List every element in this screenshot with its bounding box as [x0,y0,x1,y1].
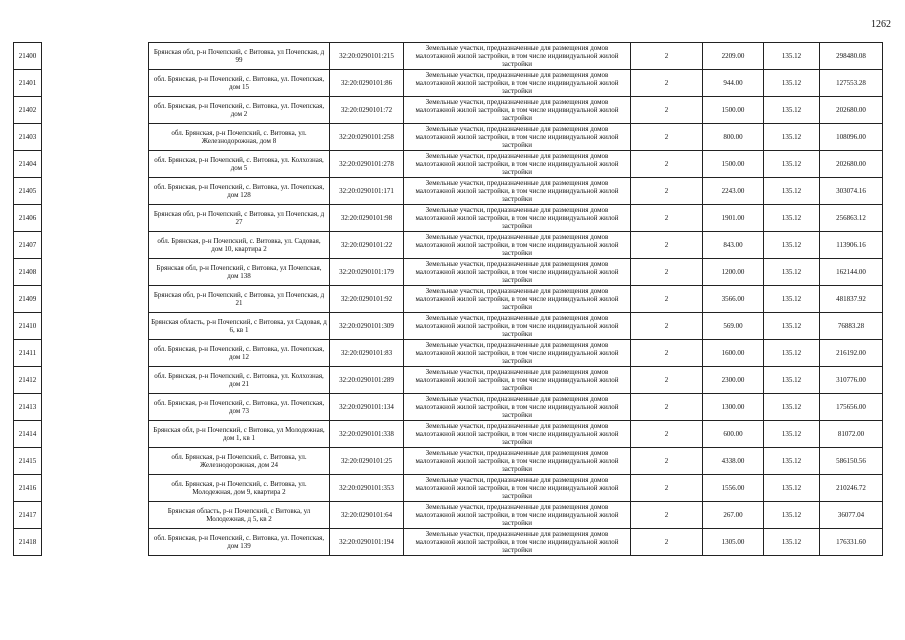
land-use-purpose-cell: Земельные участки, предназначенные для размещения домов малоэтажной жилой застройки, в том числе индивидуальной жилой застройки [404,313,631,340]
specific-value-cell: 135.12 [764,367,820,394]
address-cell: обл. Брянская, р-н Почепский, с. Витовка, ул. Почепская, дом 12 [149,340,330,367]
table-row [14,340,883,367]
blank-cell [42,259,149,286]
row-number-cell: 21400 [14,43,42,70]
table-row [14,313,883,340]
land-use-purpose-cell: Земельные участки, предназначенные для размещения домов малоэтажной жилой застройки, в том числе индивидуальной жилой застройки [404,394,631,421]
address-cell: Брянская область, р-н Почепский, с Витовка, ул Садовая, д 6, кв 1 [149,313,330,340]
specific-value-cell: 135.12 [764,43,820,70]
blank-cell [42,97,149,124]
specific-value-cell: 135.12 [764,124,820,151]
row-number-cell: 21410 [14,313,42,340]
land-use-purpose-cell: Земельные участки, предназначенные для размещения домов малоэтажной жилой застройки, в том числе индивидуальной жилой застройки [404,70,631,97]
cadastral-value-cell: 202680.00 [820,97,883,124]
area-cell: 2243.00 [703,178,764,205]
cadastral-value-table [13,42,883,556]
address-cell: обл. Брянская, р-н Почепский, с. Витовка, ул. Садовая, дом 10, квартира 2 [149,232,330,259]
cadastral-number-cell: 32:20:0290101:309 [330,313,404,340]
blank-cell [42,394,149,421]
address-cell: Брянская область, р-н Почепский, с Витовка, ул Молодежная, д 5, кв 2 [149,502,330,529]
land-use-purpose-cell: Земельные участки, предназначенные для размещения домов малоэтажной жилой застройки, в том числе индивидуальной жилой застройки [404,259,631,286]
row-number-cell: 21412 [14,367,42,394]
cadastral-value-cell: 176331.60 [820,529,883,556]
row-number-cell: 21413 [14,394,42,421]
table-row [14,232,883,259]
area-cell: 944.00 [703,70,764,97]
row-number-cell: 21404 [14,151,42,178]
blank-cell [42,448,149,475]
area-cell: 600.00 [703,421,764,448]
row-number-cell: 21418 [14,529,42,556]
specific-value-cell: 135.12 [764,70,820,97]
land-use-purpose-cell: Земельные участки, предназначенные для размещения домов малоэтажной жилой застройки, в том числе индивидуальной жилой застройки [404,232,631,259]
cadastral-number-cell: 32:20:0290101:72 [330,97,404,124]
land-use-purpose-cell: Земельные участки, предназначенные для размещения домов малоэтажной жилой застройки, в том числе индивидуальной жилой застройки [404,43,631,70]
specific-value-cell: 135.12 [764,259,820,286]
blank-cell [42,367,149,394]
table-row [14,367,883,394]
land-use-purpose-cell: Земельные участки, предназначенные для размещения домов малоэтажной жилой застройки, в том числе индивидуальной жилой застройки [404,205,631,232]
cadastral-value-cell: 175656.00 [820,394,883,421]
table-body [14,43,883,556]
area-cell: 1305.00 [703,529,764,556]
specific-value-cell: 135.12 [764,529,820,556]
group-number-cell: 2 [631,178,703,205]
cadastral-number-cell: 32:20:0290101:353 [330,475,404,502]
address-cell: обл. Брянская, р-н Почепский, с. Витовка, ул. Железнодорожная, дом 24 [149,448,330,475]
address-cell: обл. Брянская, р-н Почепский, с. Витовка, ул. Колхозная, дом 5 [149,151,330,178]
group-number-cell: 2 [631,448,703,475]
area-cell: 800.00 [703,124,764,151]
land-use-purpose-cell: Земельные участки, предназначенные для размещения домов малоэтажной жилой застройки, в том числе индивидуальной жилой застройки [404,448,631,475]
blank-cell [42,70,149,97]
table-row [14,286,883,313]
area-cell: 1200.00 [703,259,764,286]
cadastral-value-cell: 202680.00 [820,151,883,178]
table-row [14,448,883,475]
land-use-purpose-cell: Земельные участки, предназначенные для размещения домов малоэтажной жилой застройки, в том числе индивидуальной жилой застройки [404,151,631,178]
cadastral-number-cell: 32:20:0290101:92 [330,286,404,313]
group-number-cell: 2 [631,70,703,97]
cadastral-number-cell: 32:20:0290101:171 [330,178,404,205]
area-cell: 1300.00 [703,394,764,421]
table-row [14,394,883,421]
address-cell: обл. Брянская, р-н Почепский, с. Витовка, ул. Молодежная, дом 9, квартира 2 [149,475,330,502]
table-row [14,421,883,448]
row-number-cell: 21403 [14,124,42,151]
group-number-cell: 2 [631,475,703,502]
blank-cell [42,502,149,529]
specific-value-cell: 135.12 [764,340,820,367]
group-number-cell: 2 [631,502,703,529]
cadastral-value-cell: 481837.92 [820,286,883,313]
address-cell: обл. Брянская, р-н Почепский, с. Витовка, ул. Почепская, дом 128 [149,178,330,205]
specific-value-cell: 135.12 [764,232,820,259]
table-row [14,178,883,205]
row-number-cell: 21408 [14,259,42,286]
row-number-cell: 21415 [14,448,42,475]
cadastral-value-cell: 113906.16 [820,232,883,259]
land-use-purpose-cell: Земельные участки, предназначенные для размещения домов малоэтажной жилой застройки, в том числе индивидуальной жилой застройки [404,178,631,205]
blank-cell [42,178,149,205]
row-number-cell: 21409 [14,286,42,313]
area-cell: 1500.00 [703,151,764,178]
table-row [14,529,883,556]
blank-cell [42,232,149,259]
cadastral-value-cell: 36077.04 [820,502,883,529]
table-row [14,124,883,151]
group-number-cell: 2 [631,286,703,313]
cadastral-number-cell: 32:20:0290101:98 [330,205,404,232]
group-number-cell: 2 [631,205,703,232]
blank-cell [42,340,149,367]
cadastral-value-cell: 586150.56 [820,448,883,475]
group-number-cell: 2 [631,151,703,178]
specific-value-cell: 135.12 [764,313,820,340]
cadastral-value-cell: 76883.28 [820,313,883,340]
table-row [14,151,883,178]
address-cell: Брянская обл, р-н Почепский, с Витовка, ул Почепская, д 21 [149,286,330,313]
group-number-cell: 2 [631,259,703,286]
specific-value-cell: 135.12 [764,97,820,124]
cadastral-value-cell: 216192.00 [820,340,883,367]
cadastral-number-cell: 32:20:0290101:22 [330,232,404,259]
area-cell: 843.00 [703,232,764,259]
area-cell: 3566.00 [703,286,764,313]
row-number-cell: 21411 [14,340,42,367]
cadastral-value-cell: 256863.12 [820,205,883,232]
group-number-cell: 2 [631,97,703,124]
land-use-purpose-cell: Земельные участки, предназначенные для размещения домов малоэтажной жилой застройки, в том числе индивидуальной жилой застройки [404,124,631,151]
cadastral-number-cell: 32:20:0290101:25 [330,448,404,475]
group-number-cell: 2 [631,232,703,259]
address-cell: Брянская обл, р-н Почепский, с Витовка, ул Почепская, д 99 [149,43,330,70]
land-use-purpose-cell: Земельные участки, предназначенные для размещения домов малоэтажной жилой застройки, в том числе индивидуальной жилой застройки [404,340,631,367]
page-number: 1262 [871,19,891,30]
group-number-cell: 2 [631,340,703,367]
blank-cell [42,475,149,502]
table-row [14,70,883,97]
cadastral-number-cell: 32:20:0290101:83 [330,340,404,367]
land-use-purpose-cell: Земельные участки, предназначенные для размещения домов малоэтажной жилой застройки, в том числе индивидуальной жилой застройки [404,97,631,124]
cadastral-number-cell: 32:20:0290101:278 [330,151,404,178]
address-cell: обл. Брянская, р-н Почепский, с. Витовка, ул. Почепская, дом 15 [149,70,330,97]
address-cell: обл. Брянская, р-н Почепский, с. Витовка, ул. Железнодорожная, дом 8 [149,124,330,151]
address-cell: Брянская обл, р-н Почепский, с Витовка, ул Молодежная, дом 1, кв 1 [149,421,330,448]
cadastral-value-cell: 310776.00 [820,367,883,394]
blank-cell [42,43,149,70]
row-number-cell: 21402 [14,97,42,124]
table-row [14,97,883,124]
cadastral-value-cell: 127553.28 [820,70,883,97]
area-cell: 1901.00 [703,205,764,232]
specific-value-cell: 135.12 [764,205,820,232]
table-row [14,43,883,70]
specific-value-cell: 135.12 [764,502,820,529]
area-cell: 4338.00 [703,448,764,475]
row-number-cell: 21414 [14,421,42,448]
address-cell: Брянская обл, р-н Почепский, с Витовка, ул Почепская, д 27 [149,205,330,232]
area-cell: 1500.00 [703,97,764,124]
cadastral-value-cell: 108096.00 [820,124,883,151]
cadastral-value-cell: 303074.16 [820,178,883,205]
table-row [14,259,883,286]
specific-value-cell: 135.12 [764,151,820,178]
land-use-purpose-cell: Земельные участки, предназначенные для размещения домов малоэтажной жилой застройки, в том числе индивидуальной жилой застройки [404,286,631,313]
land-use-purpose-cell: Земельные участки, предназначенные для размещения домов малоэтажной жилой застройки, в том числе индивидуальной жилой застройки [404,502,631,529]
area-cell: 267.00 [703,502,764,529]
cadastral-number-cell: 32:20:0290101:338 [330,421,404,448]
row-number-cell: 21417 [14,502,42,529]
group-number-cell: 2 [631,367,703,394]
address-cell: обл. Брянская, р-н Почепский, с. Витовка, ул. Почепская, дом 73 [149,394,330,421]
row-number-cell: 21401 [14,70,42,97]
area-cell: 569.00 [703,313,764,340]
land-use-purpose-cell: Земельные участки, предназначенные для размещения домов малоэтажной жилой застройки, в том числе индивидуальной жилой застройки [404,421,631,448]
area-cell: 1556.00 [703,475,764,502]
blank-cell [42,151,149,178]
specific-value-cell: 135.12 [764,178,820,205]
address-cell: обл. Брянская, р-н Почепский, с. Витовка, ул. Колхозная, дом 21 [149,367,330,394]
cadastral-number-cell: 32:20:0290101:289 [330,367,404,394]
land-use-purpose-cell: Земельные участки, предназначенные для размещения домов малоэтажной жилой застройки, в том числе индивидуальной жилой застройки [404,367,631,394]
specific-value-cell: 135.12 [764,475,820,502]
blank-cell [42,286,149,313]
group-number-cell: 2 [631,313,703,340]
cadastral-number-cell: 32:20:0290101:258 [330,124,404,151]
blank-cell [42,124,149,151]
land-use-purpose-cell: Земельные участки, предназначенные для размещения домов малоэтажной жилой застройки, в том числе индивидуальной жилой застройки [404,475,631,502]
address-cell: обл. Брянская, р-н Почепский, с. Витовка, ул. Почепская, дом 139 [149,529,330,556]
row-number-cell: 21407 [14,232,42,259]
cadastral-number-cell: 32:20:0290101:64 [330,502,404,529]
land-use-purpose-cell: Земельные участки, предназначенные для размещения домов малоэтажной жилой застройки, в том числе индивидуальной жилой застройки [404,529,631,556]
address-cell: обл. Брянская, р-н Почепский, с. Витовка, ул. Почепская, дом 2 [149,97,330,124]
area-cell: 2300.00 [703,367,764,394]
blank-cell [42,421,149,448]
cadastral-number-cell: 32:20:0290101:194 [330,529,404,556]
address-cell: Брянская обл, р-н Почепский, с Витовка, ул Почепская, дом 138 [149,259,330,286]
cadastral-value-cell: 298480.08 [820,43,883,70]
row-number-cell: 21416 [14,475,42,502]
blank-cell [42,313,149,340]
group-number-cell: 2 [631,394,703,421]
area-cell: 1600.00 [703,340,764,367]
specific-value-cell: 135.12 [764,448,820,475]
area-cell: 2209.00 [703,43,764,70]
row-number-cell: 21405 [14,178,42,205]
cadastral-number-cell: 32:20:0290101:86 [330,70,404,97]
group-number-cell: 2 [631,124,703,151]
table-row [14,475,883,502]
row-number-cell: 21406 [14,205,42,232]
cadastral-number-cell: 32:20:0290101:134 [330,394,404,421]
blank-cell [42,205,149,232]
group-number-cell: 2 [631,529,703,556]
specific-value-cell: 135.12 [764,394,820,421]
table-row [14,205,883,232]
cadastral-value-cell: 81072.00 [820,421,883,448]
cadastral-value-cell: 210246.72 [820,475,883,502]
specific-value-cell: 135.12 [764,286,820,313]
blank-cell [42,529,149,556]
cadastral-number-cell: 32:20:0290101:179 [330,259,404,286]
group-number-cell: 2 [631,43,703,70]
cadastral-number-cell: 32:20:0290101:215 [330,43,404,70]
group-number-cell: 2 [631,421,703,448]
cadastral-value-cell: 162144.00 [820,259,883,286]
table-row [14,502,883,529]
specific-value-cell: 135.12 [764,421,820,448]
